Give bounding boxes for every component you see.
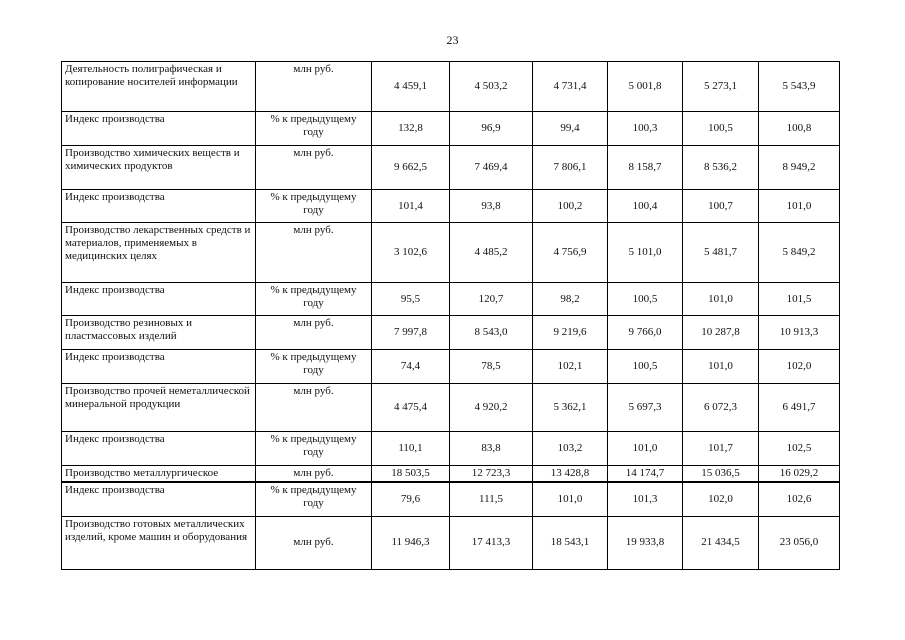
row-name: Деятельность полиграфическая и копирование носителей информации: [62, 62, 256, 112]
value-cell: 15 036,5: [683, 466, 759, 483]
value-cell: 101,4: [372, 190, 450, 223]
value-cell: 9 219,6: [533, 316, 608, 350]
page-number: 23: [446, 33, 459, 47]
value-cell: 14 174,7: [608, 466, 683, 483]
table-row: [62, 350, 840, 384]
row-unit: млн руб.: [256, 62, 372, 112]
value-cell: 11 946,3: [372, 516, 450, 569]
value-cell: 23 056,0: [759, 516, 840, 569]
value-cell: 18 503,5: [372, 466, 450, 483]
row-name: Производство лекарственных средств и материалов, применяемых в медицинских целях: [62, 223, 256, 283]
value-cell: 100,4: [608, 190, 683, 223]
row-name: Производство прочей неметаллической минеральной продукции: [62, 384, 256, 432]
value-cell: 79,6: [372, 482, 450, 516]
row-name: Индекс производства: [62, 482, 256, 516]
value-cell: 101,7: [683, 432, 759, 466]
value-cell: 16 029,2: [759, 466, 840, 483]
value-cell: 5 481,7: [683, 223, 759, 283]
value-cell: 18 543,1: [533, 516, 608, 569]
value-cell: 5 273,1: [683, 62, 759, 112]
row-name: Производство резиновых и пластмассовых изделий: [62, 316, 256, 350]
value-cell: 9 662,5: [372, 146, 450, 190]
value-cell: 102,1: [533, 350, 608, 384]
value-cell: 4 475,4: [372, 384, 450, 432]
row-name: Индекс производства: [62, 432, 256, 466]
row-unit: % к предыдущему году: [256, 482, 372, 516]
row-unit: млн руб.: [256, 384, 372, 432]
value-cell: 10 913,3: [759, 316, 840, 350]
row-unit: % к предыдущему году: [256, 112, 372, 146]
row-name: Производство металлургическое: [62, 466, 256, 483]
table-row: [62, 283, 840, 316]
value-cell: 8 543,0: [450, 316, 533, 350]
value-cell: 8 949,2: [759, 146, 840, 190]
value-cell: 5 849,2: [759, 223, 840, 283]
production-table: [61, 61, 840, 570]
value-cell: 4 920,2: [450, 384, 533, 432]
value-cell: 102,5: [759, 432, 840, 466]
value-cell: 101,0: [533, 482, 608, 516]
row-unit: млн руб.: [256, 316, 372, 350]
row-unit: млн руб.: [256, 223, 372, 283]
value-cell: 4 756,9: [533, 223, 608, 283]
value-cell: 101,0: [759, 190, 840, 223]
value-cell: 101,0: [608, 432, 683, 466]
value-cell: 95,5: [372, 283, 450, 316]
value-cell: 96,9: [450, 112, 533, 146]
row-name: Индекс производства: [62, 112, 256, 146]
value-cell: 13 428,8: [533, 466, 608, 483]
row-unit: % к предыдущему году: [256, 283, 372, 316]
value-cell: 10 287,8: [683, 316, 759, 350]
table-row: [62, 316, 840, 350]
value-cell: 5 101,0: [608, 223, 683, 283]
value-cell: 101,0: [683, 350, 759, 384]
table-row: [62, 482, 840, 516]
value-cell: 9 766,0: [608, 316, 683, 350]
value-cell: 99,4: [533, 112, 608, 146]
value-cell: 4 731,4: [533, 62, 608, 112]
value-cell: 111,5: [450, 482, 533, 516]
value-cell: 5 001,8: [608, 62, 683, 112]
value-cell: 120,7: [450, 283, 533, 316]
value-cell: 6 072,3: [683, 384, 759, 432]
row-name: Производство готовых металлических изделий, кроме машин и оборудования: [62, 516, 256, 569]
value-cell: 4 503,2: [450, 62, 533, 112]
row-unit: млн руб.: [256, 466, 372, 483]
value-cell: 100,8: [759, 112, 840, 146]
value-cell: 100,5: [608, 283, 683, 316]
table-row: [62, 516, 840, 569]
value-cell: 102,6: [759, 482, 840, 516]
value-cell: 4 459,1: [372, 62, 450, 112]
table-row: [62, 190, 840, 223]
value-cell: 93,8: [450, 190, 533, 223]
row-unit: млн руб.: [256, 146, 372, 190]
value-cell: 19 933,8: [608, 516, 683, 569]
table-row: [62, 466, 840, 483]
value-cell: 17 413,3: [450, 516, 533, 569]
value-cell: 102,0: [759, 350, 840, 384]
value-cell: 7 806,1: [533, 146, 608, 190]
value-cell: 103,2: [533, 432, 608, 466]
value-cell: 21 434,5: [683, 516, 759, 569]
table-row: [62, 384, 840, 432]
value-cell: 100,7: [683, 190, 759, 223]
value-cell: 83,8: [450, 432, 533, 466]
table-row: [62, 146, 840, 190]
row-name: Индекс производства: [62, 190, 256, 223]
value-cell: 7 469,4: [450, 146, 533, 190]
value-cell: 100,5: [683, 112, 759, 146]
value-cell: 8 158,7: [608, 146, 683, 190]
table-row: [62, 112, 840, 146]
value-cell: 100,3: [608, 112, 683, 146]
table-row: [62, 62, 840, 112]
value-cell: 8 536,2: [683, 146, 759, 190]
row-name: Индекс производства: [62, 283, 256, 316]
value-cell: 5 543,9: [759, 62, 840, 112]
row-unit: % к предыдущему году: [256, 432, 372, 466]
value-cell: 5 697,3: [608, 384, 683, 432]
value-cell: 74,4: [372, 350, 450, 384]
value-cell: 12 723,3: [450, 466, 533, 483]
value-cell: 100,5: [608, 350, 683, 384]
table-row: [62, 432, 840, 466]
value-cell: 100,2: [533, 190, 608, 223]
row-unit: % к предыдущему году: [256, 190, 372, 223]
value-cell: 7 997,8: [372, 316, 450, 350]
value-cell: 5 362,1: [533, 384, 608, 432]
value-cell: 101,3: [608, 482, 683, 516]
value-cell: 4 485,2: [450, 223, 533, 283]
row-unit: % к предыдущему году: [256, 350, 372, 384]
value-cell: 101,0: [683, 283, 759, 316]
value-cell: 78,5: [450, 350, 533, 384]
table-row: [62, 223, 840, 283]
row-name: Производство химических веществ и химических продуктов: [62, 146, 256, 190]
value-cell: 101,5: [759, 283, 840, 316]
row-unit: млн руб.: [256, 516, 372, 569]
row-name: Индекс производства: [62, 350, 256, 384]
value-cell: 132,8: [372, 112, 450, 146]
value-cell: 98,2: [533, 283, 608, 316]
value-cell: 3 102,6: [372, 223, 450, 283]
value-cell: 102,0: [683, 482, 759, 516]
value-cell: 6 491,7: [759, 384, 840, 432]
value-cell: 110,1: [372, 432, 450, 466]
